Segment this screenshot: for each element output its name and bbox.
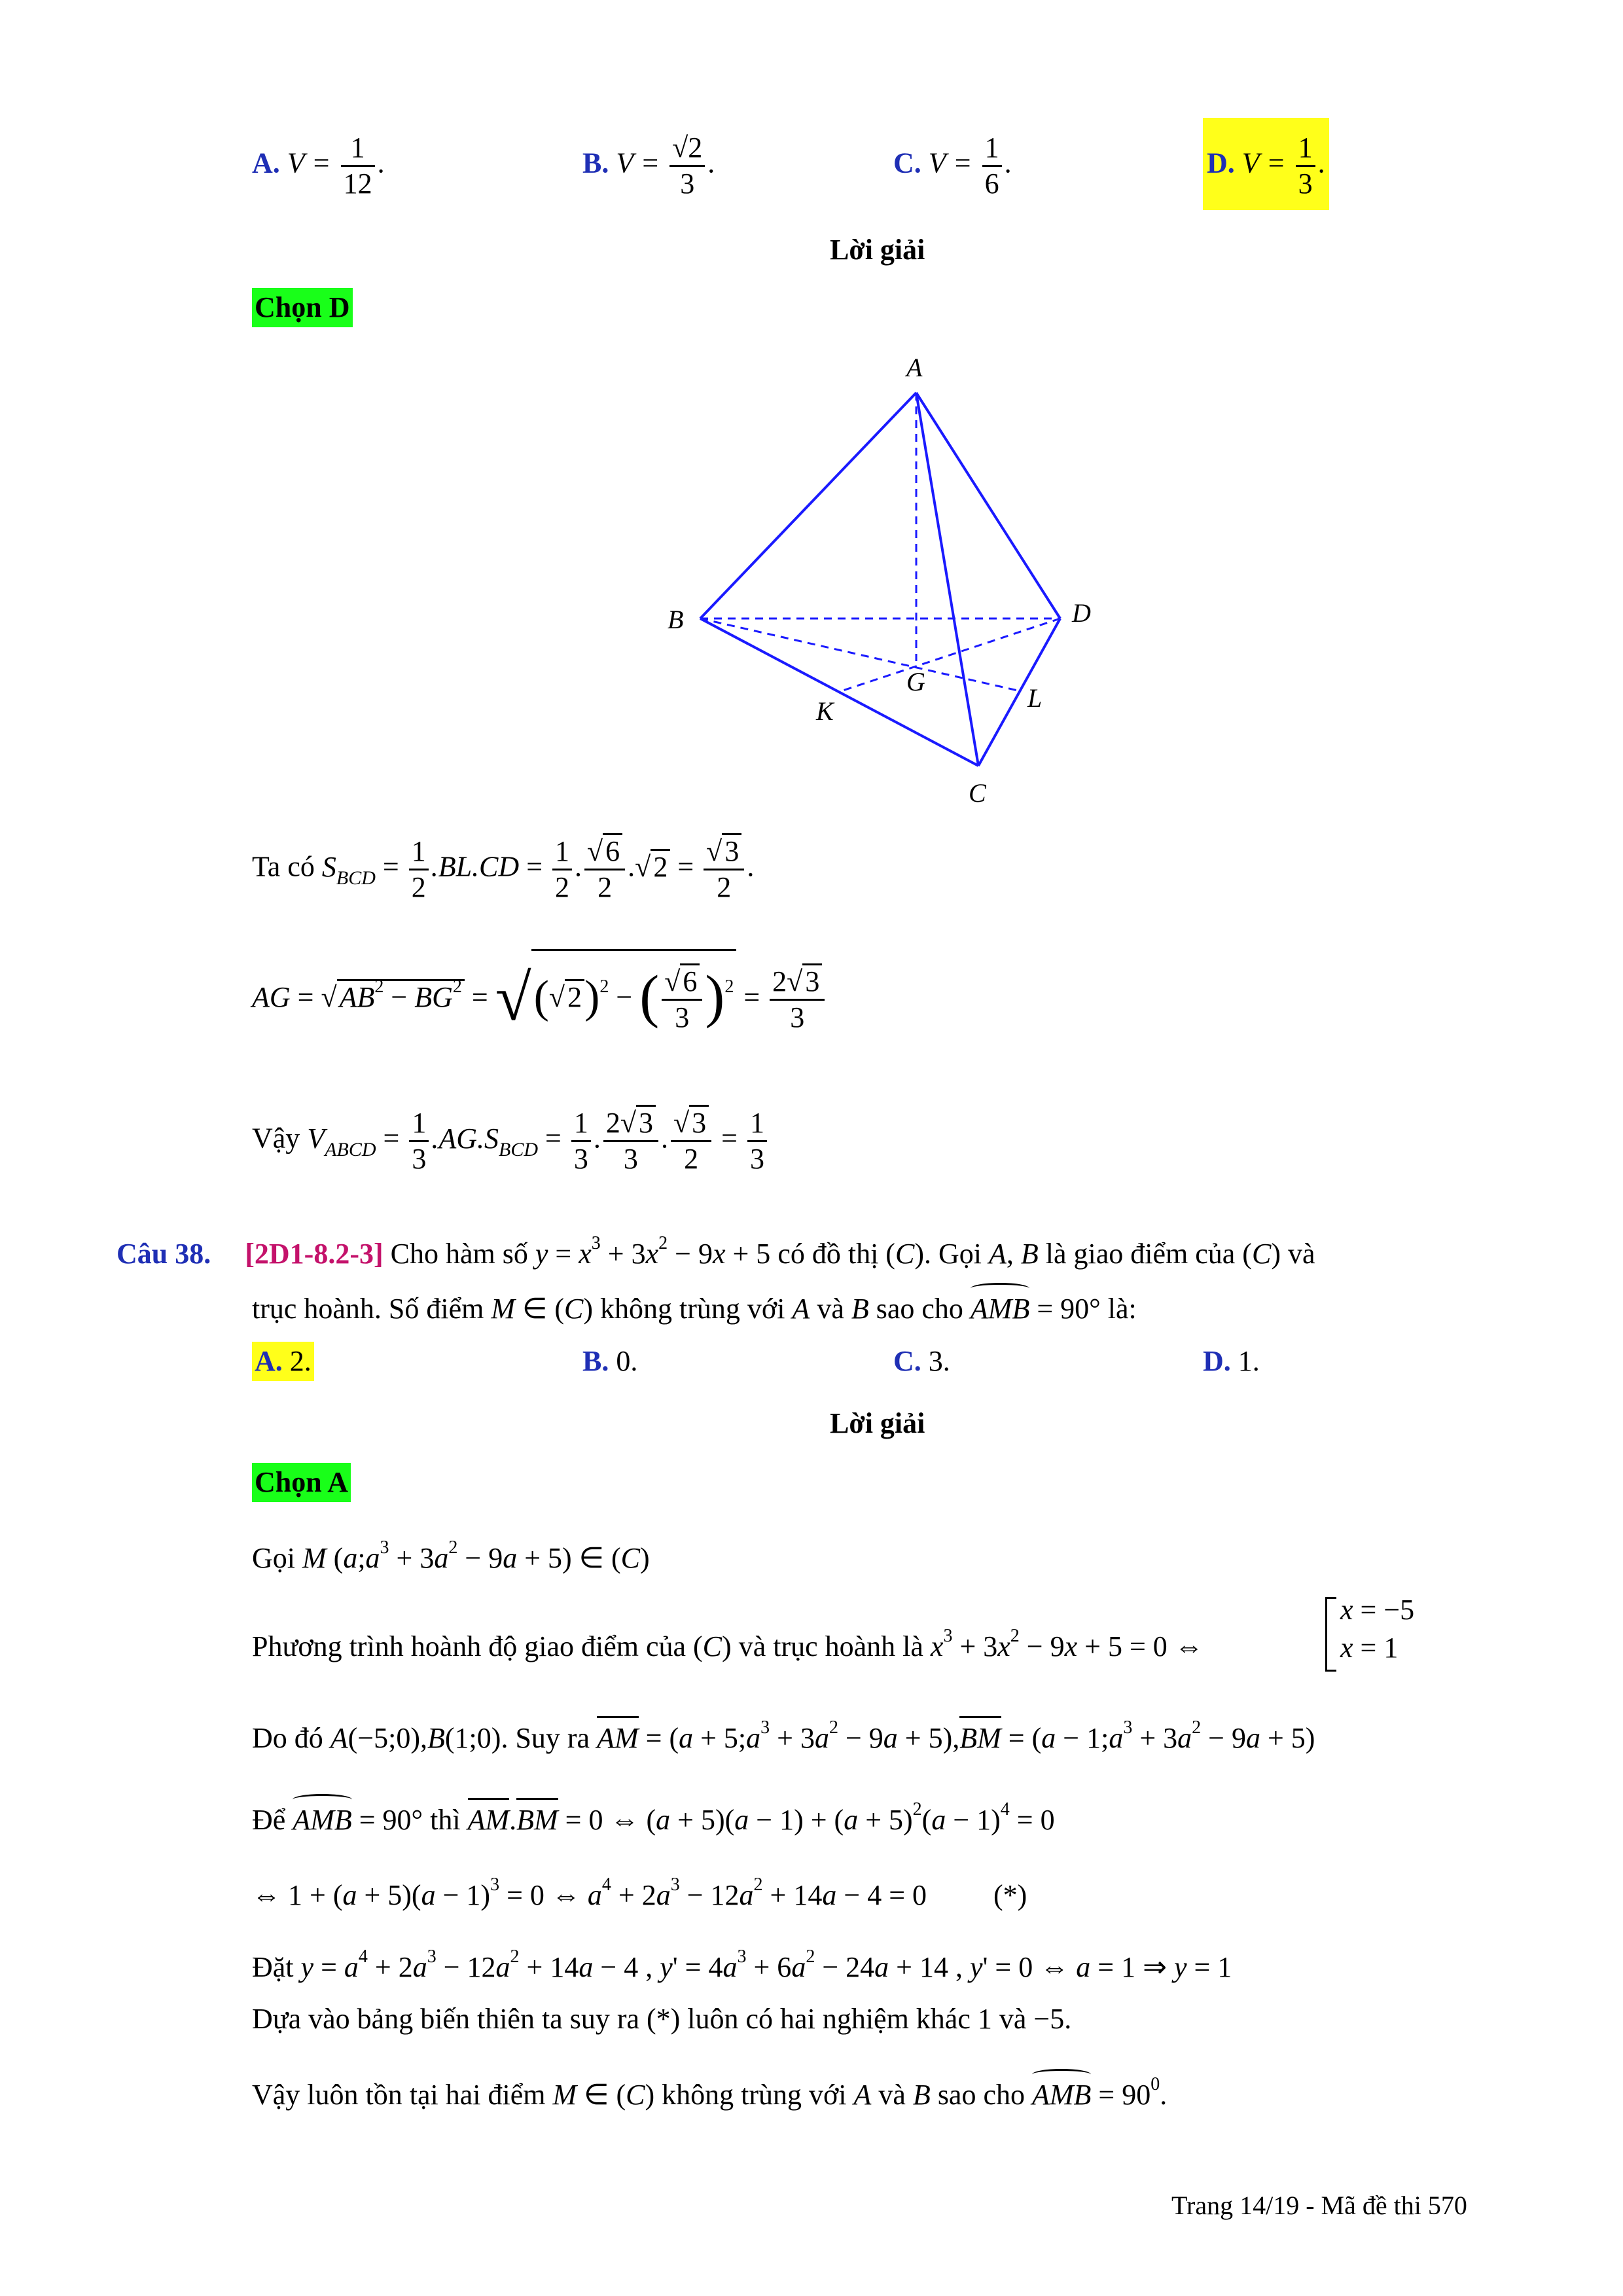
label-a: A — [906, 353, 923, 382]
fraction — [341, 131, 375, 201]
fraction — [982, 131, 1002, 201]
answer-value: 3 — [928, 1345, 943, 1377]
text: và — [817, 1293, 844, 1325]
q38-answer-b: B. 0. — [582, 1345, 638, 1377]
answer-b: B. V = $\frac{√2}{3}$ . — [582, 132, 715, 200]
q38-sol-8: Vậy luôn tồn tại hai điểm M ∈ (C) không trùng với A và B sao cho AMB = $90^0$. — [252, 2065, 1167, 2115]
text: sao cho — [876, 1293, 963, 1325]
page-footer: Trang 14/19 - Mã đề thi 570 — [1171, 2191, 1467, 2220]
q38-sol-7: Dựa vào bảng biến thiên ta suy ra (*) luôn có hai nghiệm khác 1 và −5. — [252, 2003, 1072, 2035]
answer-value: 2 — [289, 1345, 304, 1377]
answer-label: B. — [582, 147, 609, 179]
answer-value: 1 — [1238, 1345, 1253, 1377]
answer-label: B. — [582, 1345, 609, 1377]
tetrahedron-figure — [641, 347, 1132, 805]
text: và — [1287, 1238, 1315, 1270]
label-g: G — [906, 667, 925, 696]
q38-sol-5: ⇔ $1 + (a + 5)(a - 1)^3 = 0$ ⇔ $a^4 + 2a^3 - 12a^2 + 14a - 4 = 0$ (*) — [252, 1874, 1027, 1911]
edge-ad — [916, 393, 1060, 619]
median-bl-dashed — [700, 619, 1018, 691]
question-code: [2D1-8.2-3] — [245, 1238, 383, 1270]
q38-answer-c: C. 3. — [893, 1345, 950, 1377]
text: . Suy ra — [501, 1722, 590, 1754]
answer-expr: V = — [616, 147, 660, 179]
edge-ab — [700, 393, 916, 619]
text: sao cho — [937, 2079, 1025, 2111]
den: 3 — [680, 168, 695, 200]
answer-expr: V = — [928, 147, 972, 179]
text: Phương trình hoành độ giao điểm của — [252, 1630, 687, 1662]
answer-label: D. — [1203, 1345, 1231, 1377]
text: Đặt — [252, 1951, 294, 1983]
solution-line-volume: Vậy $V_{ABCD}$ = $\frac{1}{3}$ $.AG.S_{BCD}$ = $\frac{1}{3}$ . $\frac{2√ 3}{3}$ . √ $\frac{3}{2}$ = $\frac{1}{3}$ — [252, 1106, 770, 1176]
label-d: D — [1072, 598, 1091, 628]
answer-c: C. V = $\frac{1}{6}$ . — [893, 132, 1012, 200]
question-number: Câu 38. — [116, 1238, 211, 1270]
answer-d: D. V = $\frac{1}{3}$ . — [1203, 118, 1329, 210]
root-1: x = −5 — [1340, 1594, 1415, 1626]
edge-bc — [700, 619, 978, 766]
text: là giao điểm của — [1045, 1238, 1236, 1270]
q38-answer-a: A. 2. — [252, 1342, 314, 1381]
answer-label: C. — [893, 147, 921, 179]
solution-line-ag: AG = √ $AB^2 - BG^2$ = √(√ 2)$^2$ − ( √ $\frac{6}{3}$ )$^2$ = $\frac{2√ 3}{3}$ — [252, 949, 827, 1035]
q38-sol-1: Gọi M $(a;a^3 + 3a^2 - 9a + 5)$ ∈ (C) — [252, 1537, 650, 1574]
q38-line2: trục hoành. Số điểm M ∈ (C) không trùng với A và B sao cho AMB = 90° là: — [252, 1289, 1137, 1329]
answer-value: 0 — [616, 1345, 631, 1377]
choice-badge: Chọn D — [252, 288, 353, 327]
answer-label: C. — [893, 1345, 921, 1377]
system-bracket — [1325, 1597, 1336, 1672]
text: không trùng với — [662, 2079, 847, 2111]
q38-sol-2: Phương trình hoành độ giao điểm của (C) và trục hoành là $x^3 + 3x^2 - 9x + 5 = 0$ ⇔ — [252, 1626, 1204, 1662]
solution-heading-2: Lời giải — [830, 1407, 925, 1439]
text: và — [878, 2079, 906, 2111]
fraction — [1296, 131, 1315, 201]
text: Ta có — [252, 850, 315, 883]
label-k: K — [816, 696, 834, 726]
q38-sol-4: Để AMB = 90° thì AM.BM = 0 ⇔ $(a + 5)(a - 1) + (a + 5)^2(a - 1)^4 = 0$ — [252, 1790, 1055, 1840]
num: 1 — [982, 131, 1002, 167]
text: và trục hoành là — [738, 1630, 923, 1662]
num: 1 — [1296, 131, 1315, 167]
text: Vậy — [252, 1122, 300, 1155]
text: trục hoành. Số điểm — [252, 1293, 484, 1325]
answer-label: D. — [1207, 147, 1235, 179]
text: Để — [252, 1804, 286, 1836]
answer-expr: V = — [1241, 147, 1286, 179]
den: 12 — [343, 168, 372, 200]
den: 3 — [1298, 168, 1313, 200]
label-l: L — [1027, 683, 1043, 713]
text: có đồ thị — [777, 1238, 879, 1270]
solution-heading: Lời giải — [830, 234, 925, 266]
solution-line-area: Ta có $S_{BCD}$ = $\frac{1}{2}$ .BL.CD = $\frac{1}{2}$ . √ $\frac{6}{2}$ .√ 2 = √ $\frac{3}{2}$ . — [252, 834, 754, 905]
label-c: C — [969, 778, 986, 805]
root-2: x = 1 — [1340, 1632, 1399, 1664]
text: Do đó — [252, 1722, 323, 1754]
q38-sol-6: Đặt $y = a^4 + 2a^3 - 12a^2 + 14a - 4$ , $y' = 4a^3 + 6a^2 - 24a + 14$ , y' = 0 ⇔ a = 1 ⇒ y = 1 — [252, 1946, 1232, 1983]
num: 1 — [341, 131, 375, 167]
q38-line1: Câu 38. [2D1-8.2-3] Cho hàm số $y = x^3 + 3x^2 - 9x + 5$ có đồ thị (C). Gọi A, B là giao điểm của (C) và — [116, 1233, 1315, 1270]
text: . Gọi — [923, 1238, 982, 1270]
text: là: — [1107, 1293, 1137, 1325]
q38-sol-3: Do đó A(−5;0),B(1;0). Suy ra AM = $(a + 5;a^3 + 3a^2 - 9a + 5),BM = (a$ − $1;a^3 + 3a^2 - 9a + 5$) — [252, 1708, 1315, 1758]
fraction — [669, 131, 705, 201]
answer-label: A. — [252, 147, 280, 179]
text: Gọi — [252, 1542, 295, 1574]
answer-label: A. — [255, 1345, 283, 1377]
label-b: B — [668, 605, 684, 634]
text: không trùng với — [600, 1293, 785, 1325]
choice-badge-2: Chọn A — [252, 1463, 351, 1502]
num: √2 — [669, 131, 705, 167]
q38-answer-d: D. 1. — [1203, 1345, 1260, 1377]
answer-a: A. V = $\frac{1}{12}$ . — [252, 132, 385, 200]
text: thì — [430, 1804, 461, 1836]
text: Vậy luôn tồn tại hai điểm — [252, 2079, 546, 2111]
answer-expr: V = — [287, 147, 331, 179]
den: 6 — [984, 168, 999, 200]
edge-ac — [916, 393, 978, 766]
text: Cho hàm số — [390, 1238, 528, 1270]
